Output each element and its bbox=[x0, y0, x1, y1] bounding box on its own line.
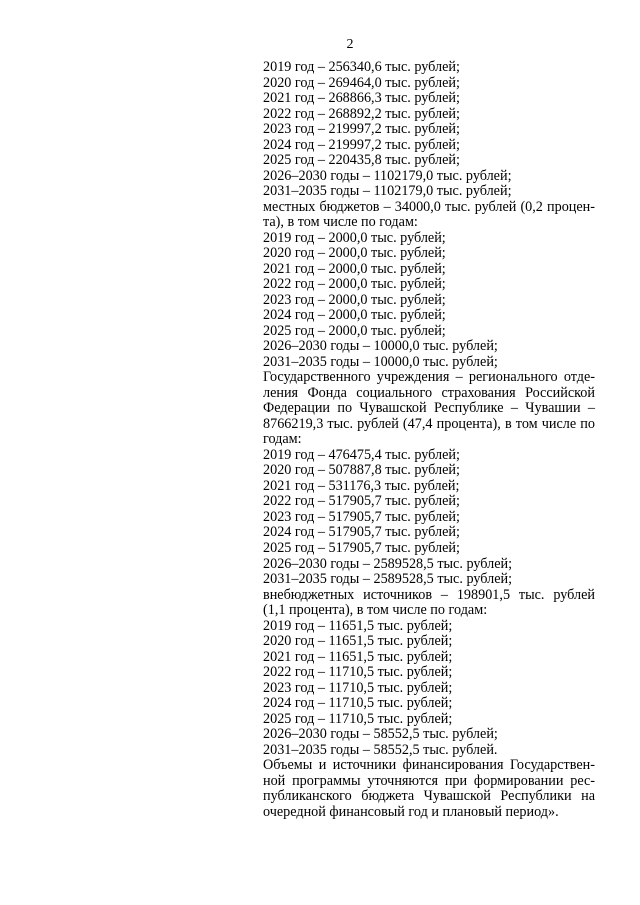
text-line: 2020 год – 507887,8 тыс. рублей; bbox=[263, 462, 460, 479]
text-line: 2026–2030 годы – 10000,0 тыс. рублей; bbox=[263, 338, 498, 355]
text-line: местных бюджетов – 34000,0 тыс. рублей (0,2 процен- bbox=[263, 198, 595, 215]
text-line: 8766219,3 тыс. рублей (47,4 процента), в том числе по bbox=[263, 415, 595, 432]
document-text-block bbox=[263, 60, 595, 820]
text-line: Объемы и источники финансирования Государствен- bbox=[263, 757, 595, 774]
text-line: 2022 год – 517905,7 тыс. рублей; bbox=[263, 493, 460, 510]
page-number: 2 bbox=[346, 37, 354, 52]
text-line: 2019 год – 256340,6 тыс. рублей; bbox=[263, 59, 460, 75]
text-line: 2026–2030 годы – 1102179,0 тыс. рублей; bbox=[263, 167, 512, 184]
text-line: 2024 год – 2000,0 тыс. рублей; bbox=[263, 307, 446, 324]
text-line: 2023 год – 517905,7 тыс. рублей; bbox=[263, 508, 460, 525]
text-line: 2023 год – 2000,0 тыс. рублей; bbox=[263, 291, 446, 308]
text-line: очередной финансовый год и плановый период». bbox=[263, 803, 559, 820]
text-line: ления Фонда социального страхования Российской bbox=[263, 384, 595, 401]
text-line: 2031–2035 годы – 10000,0 тыс. рублей; bbox=[263, 353, 498, 370]
text-line: ной программы уточняются при формировании рес- bbox=[263, 772, 595, 789]
text-line: 2025 год – 517905,7 тыс. рублей; bbox=[263, 539, 460, 556]
text-line: Федерации по Чувашской Республике – Чувашии – bbox=[263, 400, 595, 417]
text-line: 2021 год – 531176,3 тыс. рублей; bbox=[263, 477, 460, 494]
text-line: 2024 год – 219997,2 тыс. рублей; bbox=[263, 136, 460, 153]
text-line: 2026–2030 годы – 2589528,5 тыс. рублей; bbox=[263, 555, 513, 572]
text-line: 2023 год – 219997,2 тыс. рублей; bbox=[263, 121, 460, 138]
text-line: 2025 год – 2000,0 тыс. рублей; bbox=[263, 322, 446, 339]
text-line: (1,1 процента), в том числе по годам: bbox=[263, 602, 488, 619]
text-line: 2020 год – 2000,0 тыс. рублей; bbox=[263, 245, 446, 262]
text-line: 2019 год – 476475,4 тыс. рублей; bbox=[263, 446, 460, 463]
text-line: 2022 год – 2000,0 тыс. рублей; bbox=[263, 276, 446, 293]
text-line: 2021 год – 2000,0 тыс. рублей; bbox=[263, 260, 446, 277]
text-line: 2022 год – 268892,2 тыс. рублей; bbox=[263, 105, 460, 122]
text-line: 2020 год – 269464,0 тыс. рублей; bbox=[263, 74, 460, 91]
text-line: 2024 год – 517905,7 тыс. рублей; bbox=[263, 524, 460, 541]
text-line: 2025 год – 220435,8 тыс. рублей; bbox=[263, 152, 460, 169]
text-line: 2021 год – 11651,5 тыс. рублей; bbox=[263, 648, 453, 665]
text-line: 2031–2035 годы – 1102179,0 тыс. рублей; bbox=[263, 183, 512, 200]
text-line: та), в том числе по годам: bbox=[263, 214, 418, 231]
text-line: Государственного учреждения – регионального отде- bbox=[263, 369, 595, 386]
text-line: внебюджетных источников – 198901,5 тыс. рублей bbox=[263, 586, 595, 603]
text-line: 2020 год – 11651,5 тыс. рублей; bbox=[263, 633, 453, 650]
text-line: 2031–2035 годы – 58552,5 тыс. рублей. bbox=[263, 741, 498, 758]
text-line: 2021 год – 268866,3 тыс. рублей; bbox=[263, 90, 460, 107]
text-line: 2024 год – 11710,5 тыс. рублей; bbox=[263, 695, 453, 712]
text-line: 2031–2035 годы – 2589528,5 тыс. рублей; bbox=[263, 571, 513, 588]
text-line: 2019 год – 11651,5 тыс. рублей; bbox=[263, 617, 453, 634]
text-line: 2022 год – 11710,5 тыс. рублей; bbox=[263, 664, 453, 681]
text-line: 2025 год – 11710,5 тыс. рублей; bbox=[263, 710, 453, 727]
text-line: годам: bbox=[263, 431, 302, 448]
text-line: 2019 год – 2000,0 тыс. рублей; bbox=[263, 229, 446, 246]
text-line: публиканского бюджета Чувашской Республики на bbox=[263, 788, 595, 805]
text-line: 2026–2030 годы – 58552,5 тыс. рублей; bbox=[263, 726, 498, 743]
text-line: 2023 год – 11710,5 тыс. рублей; bbox=[263, 679, 453, 696]
